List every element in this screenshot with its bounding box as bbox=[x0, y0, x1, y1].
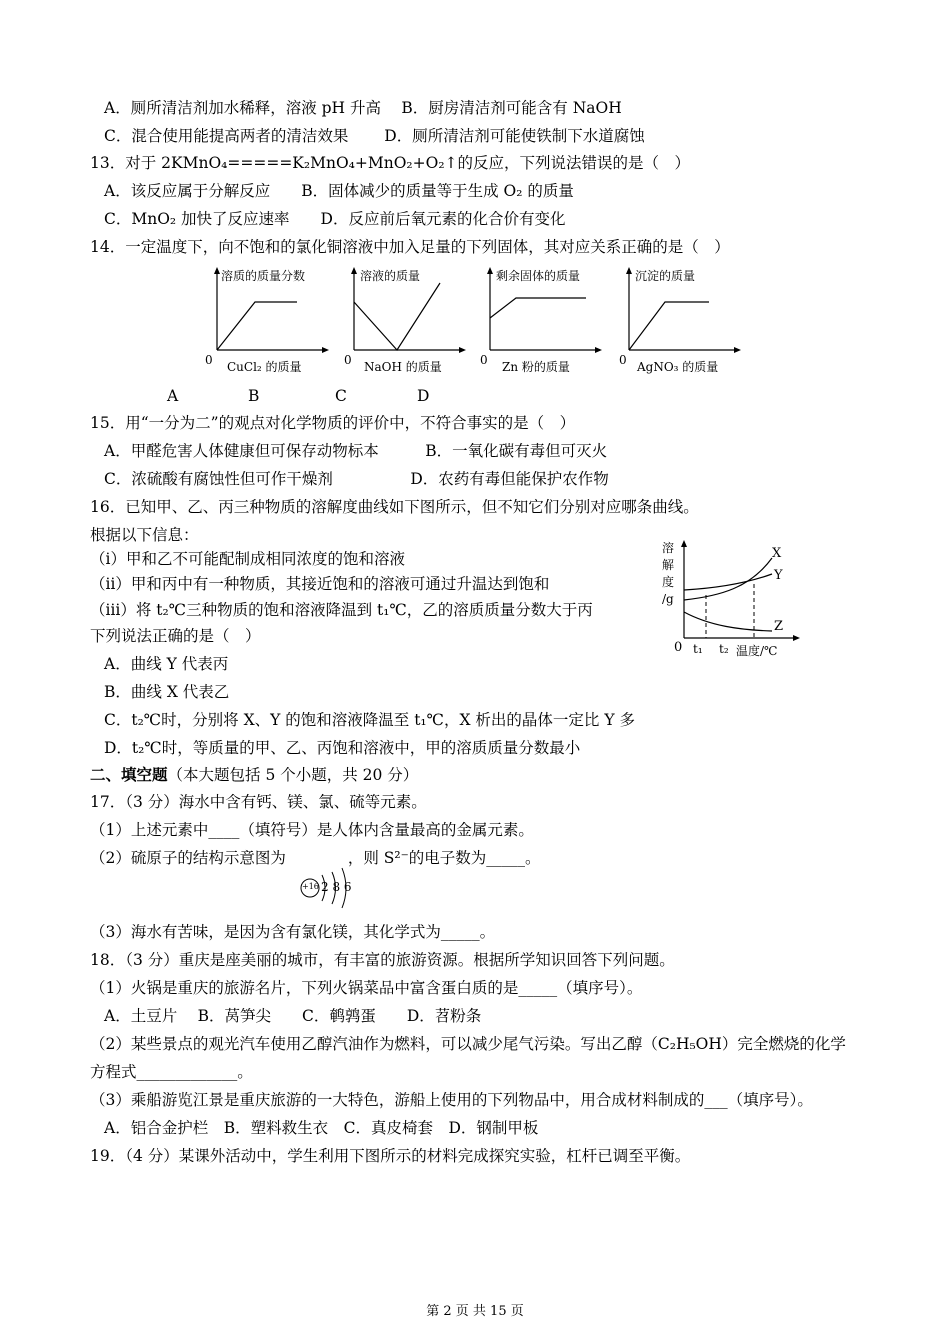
q16-prompt: 下列说法正确的是（ ） bbox=[90, 627, 261, 645]
graph-a-origin: 0 bbox=[205, 353, 213, 367]
q18-part-1-options: A．土豆片 B．莴笋尖 C．鹌鹑蛋 D．苕粉条 bbox=[104, 1007, 482, 1025]
graph-a-letter: A bbox=[167, 387, 179, 405]
atom-shells: 2 8 6 bbox=[321, 880, 352, 894]
q16-solubility-chart bbox=[660, 538, 810, 663]
sulfur-atom-diagram bbox=[298, 862, 368, 914]
q18-part-2: （2）某些景点的观光汽车使用乙醇汽油作为燃料，可以减少尾气污染。写出乙醇（C₂H₅OH）完全燃烧的化学 bbox=[90, 1035, 846, 1053]
atom-nucleus: +16 bbox=[302, 882, 319, 891]
q16-option-a: A．曲线 Y 代表丙 bbox=[104, 655, 229, 673]
curve-y-label: Y bbox=[774, 568, 783, 583]
q16-info-ii: （ⅱ）甲和丙中有一种物质，其接近饱和的溶液可通过升温达到饱和 bbox=[90, 575, 550, 593]
q16-info-i: （ⅰ）甲和乙不可能配制成相同浓度的饱和溶液 bbox=[90, 550, 405, 568]
line-option-12c: C．混合使用能提高两者的清洁效果 D．厕所清洁剂可能使铁制下水道腐蚀 bbox=[104, 127, 645, 145]
q16-option-d: D．t₂℃时，等质量的甲、乙、丙饱和溶液中，甲的溶质质量分数最小 bbox=[104, 739, 581, 757]
chart-ylabel-4: /g bbox=[662, 592, 674, 606]
curve-x-label: X bbox=[772, 546, 782, 561]
chart-ylabel-1: 溶 bbox=[662, 541, 675, 555]
q14-graph-a bbox=[205, 265, 335, 375]
graph-b-ylabel: 溶液的质量 bbox=[360, 269, 421, 283]
graph-a-ylabel: 溶质的质量分数 bbox=[221, 269, 306, 283]
question-13: 13．对于 2KMnO₄=====K₂MnO₄+MnO₂+O₂↑的反应，下列说法错误的是（ ） bbox=[90, 154, 691, 172]
q18-part-3: （3）乘船游览江景是重庆旅游的一大特色，游船上使用的下列物品中，用合成材料制成的___（填序号）。 bbox=[90, 1091, 813, 1109]
graph-b-letter: B bbox=[248, 387, 260, 405]
q15-options-cd: C．浓硫酸有腐蚀性但可作干燥剂 D．农药有毒但能保护农作物 bbox=[104, 470, 609, 488]
chart-ylabel-2: 解 bbox=[662, 558, 675, 572]
q13-options-cd: C．MnO₂ 加快了反应速率 D．反应前后氧元素的化合价有变化 bbox=[104, 210, 566, 228]
section-2-note: （本大题包括 5 个小题，共 20 分） bbox=[167, 766, 419, 784]
section-2-title: 二、填空题 bbox=[90, 765, 168, 784]
question-14: 14．一定温度下，向不饱和的氯化铜溶液中加入足量的下列固体，其对应关系正确的是（ ） bbox=[90, 238, 730, 256]
graph-b-origin: 0 bbox=[344, 353, 352, 367]
chart-xlabel: 温度/℃ bbox=[736, 644, 778, 658]
chart-t2: t₂ bbox=[719, 642, 729, 656]
graph-c-origin: 0 bbox=[480, 353, 488, 367]
q13-options-ab: A．该反应属于分解反应 B．固体减少的质量等于生成 O₂ 的质量 bbox=[104, 182, 574, 200]
graph-a-xlabel: CuCl₂ 的质量 bbox=[227, 360, 302, 374]
chart-ylabel bbox=[662, 540, 674, 608]
section-2-heading bbox=[90, 765, 418, 785]
graph-d-xlabel: AgNO₃ 的质量 bbox=[637, 360, 719, 374]
page-footer: 第 2 页 共 15 页 bbox=[426, 1304, 524, 1319]
graph-d-origin: 0 bbox=[619, 353, 627, 367]
graph-d-letter: D bbox=[417, 387, 430, 405]
line-option-12a: A．厕所清洁剂加水稀释，溶液 pH 升高 B．厨房清洁剂可能含有 NaOH bbox=[104, 99, 622, 117]
graph-c-letter: C bbox=[335, 387, 347, 405]
graph-c-ylabel: 剩余固体的质量 bbox=[496, 269, 581, 283]
q16-info-intro: 根据以下信息： bbox=[90, 526, 199, 544]
q17-part-1: （1）上述元素中____（填符号）是人体内含量最高的金属元素。 bbox=[90, 821, 534, 839]
q18-part-3-options: A．铝合金护栏 B．塑料救生衣 C．真皮椅套 D．钢制甲板 bbox=[104, 1119, 539, 1137]
q16-option-c: C．t₂℃时，分别将 X、Y 的饱和溶液降温至 t₁℃，X 析出的晶体一定比 Y 多 bbox=[104, 711, 636, 729]
graph-c-xlabel: Zn 粉的质量 bbox=[502, 360, 570, 374]
q17-part-2: （2）硫原子的结构示意图为 ，则 S²⁻的电子数为_____。 bbox=[90, 849, 541, 867]
graph-b-xlabel: NaOH 的质量 bbox=[364, 360, 442, 374]
chart-ylabel-3: 度 bbox=[662, 575, 675, 589]
q14-graph-b bbox=[342, 265, 472, 375]
question-15: 15．用“一分为二”的观点对化学物质的评价中，不符合事实的是（ ） bbox=[90, 414, 576, 432]
question-17: 17．（3 分）海水中含有钙、镁、氯、硫等元素。 bbox=[90, 793, 427, 811]
q16-info-iii: （ⅲ）将 t₂℃三种物质的饱和溶液降温到 t₁℃，乙的溶质质量分数大于丙 bbox=[90, 601, 593, 619]
q14-graph-d bbox=[617, 265, 747, 375]
q17-part-3: （3）海水有苦味，是因为含有氯化镁，其化学式为_____。 bbox=[90, 923, 496, 941]
question-18: 18．（3 分）重庆是座美丽的城市，有丰富的旅游资源。根据所学知识回答下列问题。 bbox=[90, 951, 675, 969]
q15-options-ab: A．甲醛危害人体健康但可保存动物标本 B．一氧化碳有毒但可灭火 bbox=[104, 442, 608, 460]
q16-option-b: B．曲线 X 代表乙 bbox=[104, 683, 230, 701]
q18-part-2-blank: 方程式_____________。 bbox=[90, 1063, 253, 1081]
q14-graph-c bbox=[478, 265, 608, 375]
chart-origin: 0 bbox=[674, 640, 683, 655]
graph-d-ylabel: 沉淀的质量 bbox=[635, 269, 696, 283]
question-19: 19．（4 分）某课外活动中，学生利用下图所示的材料完成探究实验，杠杆已调至平衡。 bbox=[90, 1147, 691, 1165]
question-16: 16．已知甲、乙、丙三种物质的溶解度曲线如下图所示，但不知它们分别对应哪条曲线。 bbox=[90, 498, 699, 516]
q18-part-1: （1）火锅是重庆的旅游名片，下列火锅菜品中富含蛋白质的是_____（填序号）。 bbox=[90, 979, 643, 997]
chart-t1: t₁ bbox=[693, 642, 703, 656]
curve-z-label: Z bbox=[774, 619, 784, 634]
